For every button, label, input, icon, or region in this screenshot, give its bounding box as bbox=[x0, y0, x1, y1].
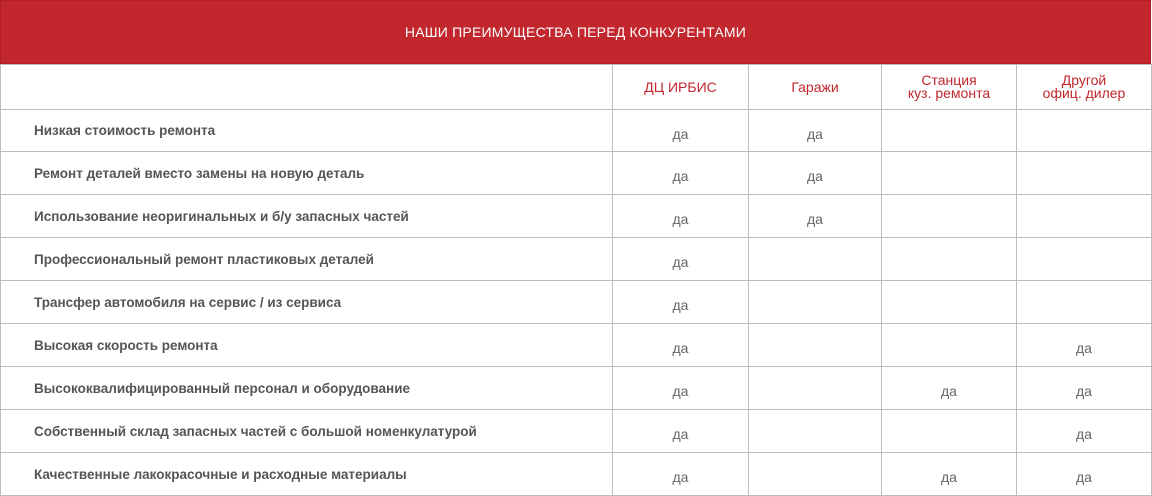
header-feature-cell bbox=[1, 65, 613, 110]
column-header-other-dealer: Другой офиц. дилер bbox=[1017, 65, 1152, 110]
feature-label: Использование неоригинальных и б/у запасных частей bbox=[1, 195, 613, 238]
value-text: да bbox=[672, 168, 689, 184]
value-cell-body-shop bbox=[882, 152, 1017, 195]
value-cell-irbis bbox=[613, 281, 749, 324]
table-row bbox=[1, 281, 1152, 324]
value-text: да bbox=[941, 383, 957, 399]
value-text: да bbox=[672, 254, 689, 270]
value-text: да bbox=[1076, 340, 1092, 356]
value-text: да bbox=[672, 469, 689, 485]
feature-label: Профессиональный ремонт пластиковых деталей bbox=[1, 238, 613, 281]
value-text: да bbox=[672, 297, 689, 313]
value-cell-other-dealer bbox=[1017, 281, 1152, 324]
value-text: да bbox=[941, 469, 957, 485]
value-cell-garages bbox=[749, 195, 882, 238]
value-cell-other-dealer bbox=[1017, 195, 1152, 238]
value-cell-other-dealer bbox=[1017, 238, 1152, 281]
value-cell-irbis bbox=[613, 110, 749, 152]
value-text: да bbox=[672, 340, 689, 356]
value-cell-irbis bbox=[613, 195, 749, 238]
value-cell-garages bbox=[749, 110, 882, 152]
feature-label: Трансфер автомобиля на сервис / из сервиса bbox=[1, 281, 613, 324]
value-text: да bbox=[1076, 426, 1092, 442]
value-cell-other-dealer bbox=[1017, 324, 1152, 367]
value-cell-other-dealer bbox=[1017, 152, 1152, 195]
value-cell-other-dealer bbox=[1017, 453, 1152, 496]
value-cell-body-shop bbox=[882, 238, 1017, 281]
value-cell-irbis bbox=[613, 324, 749, 367]
feature-label: Качественные лакокрасочные и расходные материалы bbox=[1, 453, 613, 496]
value-cell-garages bbox=[749, 367, 882, 410]
value-cell-body-shop bbox=[882, 324, 1017, 367]
value-cell-body-shop bbox=[882, 110, 1017, 152]
table-row bbox=[1, 453, 1152, 496]
table-row bbox=[1, 195, 1152, 238]
value-cell-garages bbox=[749, 453, 882, 496]
value-cell-body-shop bbox=[882, 281, 1017, 324]
value-cell-irbis bbox=[613, 238, 749, 281]
value-text: да bbox=[807, 168, 823, 184]
value-text: да bbox=[1076, 469, 1092, 485]
table-row bbox=[1, 110, 1152, 152]
value-text: да bbox=[672, 125, 689, 142]
table-title bbox=[0, 0, 1151, 64]
value-cell-body-shop bbox=[882, 195, 1017, 238]
table-row bbox=[1, 410, 1152, 453]
value-cell-garages bbox=[749, 410, 882, 453]
value-text: да bbox=[672, 211, 689, 227]
table-title-text: НАШИ ПРЕИМУЩЕСТВА ПЕРЕД КОНКУРЕНТАМИ bbox=[404, 24, 747, 40]
value-cell-other-dealer bbox=[1017, 110, 1152, 152]
table-body bbox=[1, 110, 1152, 496]
value-cell-other-dealer bbox=[1017, 367, 1152, 410]
value-text: да bbox=[807, 125, 823, 142]
value-cell-body-shop bbox=[882, 367, 1017, 410]
value-cell-irbis bbox=[613, 152, 749, 195]
feature-label: Высококвалифицированный персонал и оборудование bbox=[1, 367, 613, 410]
feature-label: Низкая стоимость ремонта bbox=[1, 110, 613, 152]
value-cell-other-dealer bbox=[1017, 410, 1152, 453]
value-cell-garages bbox=[749, 281, 882, 324]
value-text: да bbox=[672, 426, 689, 442]
value-cell-irbis bbox=[613, 453, 749, 496]
header-row bbox=[1, 65, 1152, 110]
column-header-irbis: ДЦ ИРБИС bbox=[613, 65, 749, 110]
table-row bbox=[1, 324, 1152, 367]
feature-label: Собственный склад запасных частей с большой номенкулатурой bbox=[1, 410, 613, 453]
table-row bbox=[1, 152, 1152, 195]
value-text: да bbox=[1076, 383, 1092, 399]
column-header-body-shop: Станция куз. ремонта bbox=[882, 65, 1017, 110]
column-header-garages: Гаражи bbox=[749, 65, 882, 110]
feature-label: Ремонт деталей вместо замены на новую деталь bbox=[1, 152, 613, 195]
feature-label: Высокая скорость ремонта bbox=[1, 324, 613, 367]
table-row bbox=[1, 367, 1152, 410]
value-cell-garages bbox=[749, 238, 882, 281]
comparison-table bbox=[0, 64, 1152, 496]
value-text: да bbox=[672, 383, 689, 399]
value-cell-body-shop bbox=[882, 410, 1017, 453]
value-cell-body-shop bbox=[882, 453, 1017, 496]
value-cell-irbis bbox=[613, 410, 749, 453]
value-cell-garages bbox=[749, 324, 882, 367]
value-cell-garages bbox=[749, 152, 882, 195]
table-row bbox=[1, 238, 1152, 281]
value-text: да bbox=[807, 211, 823, 227]
value-cell-irbis bbox=[613, 367, 749, 410]
